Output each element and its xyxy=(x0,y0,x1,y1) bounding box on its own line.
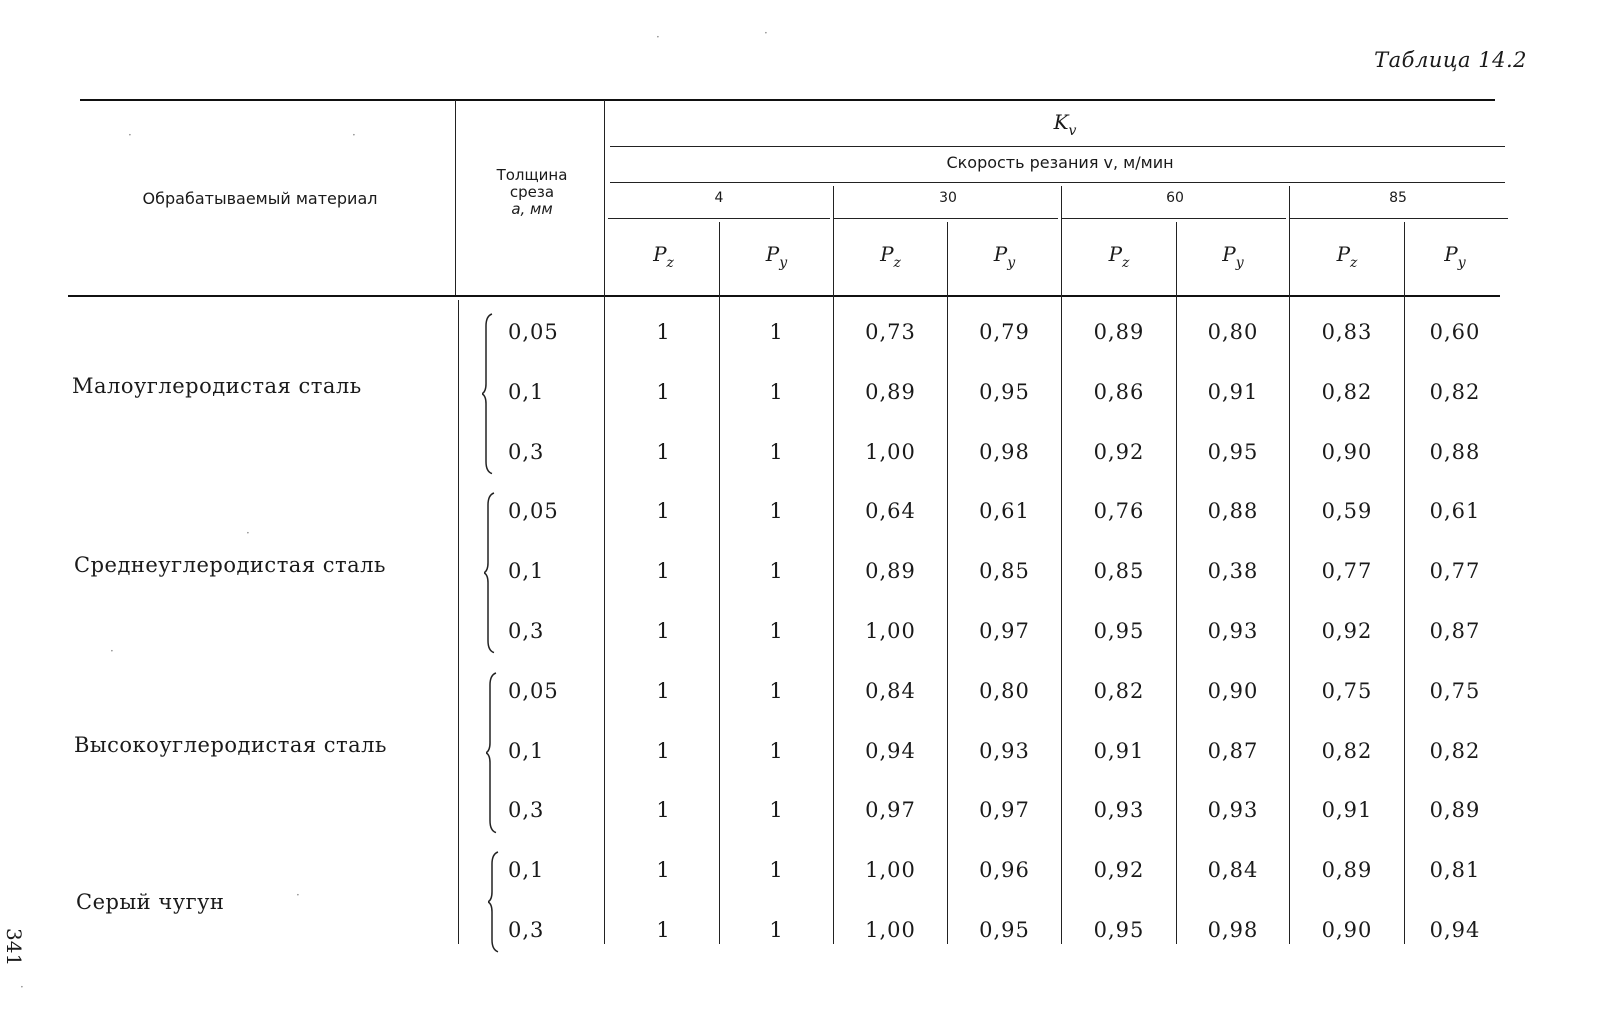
coefficient-cell: 0,95 xyxy=(979,379,1030,404)
coefficient-cell: 0,93 xyxy=(1093,798,1145,823)
header-thickness-line3: a, мм xyxy=(511,200,553,218)
coefficient-cell: 0,93 xyxy=(979,738,1030,763)
coefficient-cell: 0,89 xyxy=(1429,798,1481,823)
table-top-rule xyxy=(80,99,1495,101)
coefficient-cell: 1,00 xyxy=(865,918,916,942)
coefficient-cell: 0,87 xyxy=(1429,619,1481,643)
material-name: Среднеуглеродистая сталь xyxy=(74,553,386,578)
coefficient-cell: 0,95 xyxy=(1093,918,1145,942)
coefficient-cell: 1 xyxy=(769,320,784,344)
coefficient-cell: 0,76 xyxy=(1093,499,1145,524)
coefficient-cell: 0,97 xyxy=(979,798,1030,823)
coefficient-cell: 1 xyxy=(656,798,671,823)
speed-rule-30 xyxy=(834,218,1058,219)
coefficient-cell: 0,85 xyxy=(979,559,1030,584)
coefficient-cell: 0,94 xyxy=(1429,918,1481,942)
force-header-main: P xyxy=(1108,242,1123,266)
speed-label: 60 xyxy=(1166,190,1184,206)
coefficient-cell: 0,88 xyxy=(1207,499,1259,524)
coefficient-cell: 1 xyxy=(769,738,784,763)
coefficient-cell: 0,81 xyxy=(1429,858,1481,883)
kv-rule xyxy=(610,146,1505,147)
coefficient-cell: 0,96 xyxy=(979,858,1030,883)
coefficient-cell: 0,80 xyxy=(1207,320,1259,344)
col-rule-material xyxy=(455,100,456,295)
header-material: Обрабатываемый материал xyxy=(142,189,378,208)
coefficient-cell: 1 xyxy=(769,499,784,524)
coefficient-cell: 0,92 xyxy=(1321,619,1373,643)
force-header-main: P xyxy=(1444,242,1458,266)
speed-title-rule xyxy=(610,182,1505,183)
coefficient-cell: 0,84 xyxy=(865,678,916,703)
force-header-py xyxy=(1177,242,1289,271)
scan-speck: · xyxy=(764,26,768,40)
coefficient-cell: 0,90 xyxy=(1207,678,1259,703)
coefficient-cell: 0,91 xyxy=(1093,738,1145,763)
coefficient-cell: 1 xyxy=(656,499,671,524)
page-number: 341 xyxy=(2,928,26,967)
force-header-sub: y xyxy=(1235,255,1244,271)
coefficient-cell: 1,00 xyxy=(865,858,916,883)
coefficient-cell: 0,97 xyxy=(979,619,1030,643)
speed-label: 4 xyxy=(714,190,724,206)
material-name: Малоуглеродистая сталь xyxy=(72,373,362,398)
coefficient-cell: 0,90 xyxy=(1321,918,1373,942)
force-header-sub: y xyxy=(1457,255,1466,271)
header-kv-sub: v xyxy=(1068,123,1077,139)
force-header-pz xyxy=(1062,242,1176,271)
force-header-main: P xyxy=(1222,242,1236,266)
speed-rule-85 xyxy=(1290,218,1508,219)
coefficient-cell: 1 xyxy=(656,619,671,643)
coefficient-cell: 0,82 xyxy=(1429,379,1481,404)
coefficient-cell: 0,89 xyxy=(1093,320,1145,344)
material-name: Серый чугун xyxy=(76,890,225,915)
thickness-cell: 0,3 xyxy=(508,439,545,464)
force-header-sub: z xyxy=(666,255,674,271)
force-header-py xyxy=(720,242,833,271)
thickness-cell: 0,05 xyxy=(508,320,559,344)
force-header-pz xyxy=(1290,242,1404,271)
coefficient-cell: 1 xyxy=(769,619,784,643)
thickness-cell: 0,3 xyxy=(508,918,545,942)
brace-icon xyxy=(486,671,502,835)
force-header-sub: z xyxy=(893,255,901,271)
force-header-main: P xyxy=(653,242,667,266)
scan-speck: · xyxy=(110,644,114,658)
force-header-pz xyxy=(834,242,947,271)
coefficient-cell: 0,92 xyxy=(1093,439,1145,464)
coefficient-cell: 0,82 xyxy=(1093,678,1145,703)
material-name: Высокоуглеродистая сталь xyxy=(74,732,387,757)
speed-rule-4 xyxy=(608,218,830,219)
coefficient-cell: 1 xyxy=(769,798,784,823)
force-header-sub: z xyxy=(1350,255,1358,271)
coefficient-cell: 0,77 xyxy=(1429,559,1481,584)
header-thickness-line2: среза xyxy=(509,183,555,201)
coefficient-cell: 1,00 xyxy=(865,439,916,464)
thickness-cell: 0,3 xyxy=(508,798,545,823)
coefficient-cell: 1 xyxy=(769,559,784,584)
scan-speck: · xyxy=(352,128,356,142)
coefficient-cell: 1 xyxy=(769,439,784,464)
coefficient-cell: 0,64 xyxy=(865,499,916,524)
coefficient-cell: 1,00 xyxy=(865,619,916,643)
scan-speck: · xyxy=(128,128,132,142)
header-thickness-line1: Толщина xyxy=(496,166,568,184)
coefficient-cell: 0,88 xyxy=(1429,439,1481,464)
coefficient-cell: 0,97 xyxy=(865,798,916,823)
col-rule-thickness xyxy=(604,100,605,944)
coefficient-cell: 0,73 xyxy=(865,320,916,344)
coefficient-cell: 0,85 xyxy=(1093,559,1145,584)
coefficient-cell: 0,87 xyxy=(1207,738,1259,763)
coefficient-cell: 1 xyxy=(656,439,671,464)
force-header-main: P xyxy=(993,242,1008,266)
coefficient-cell: 0,38 xyxy=(1207,559,1259,584)
brace-icon xyxy=(484,491,500,655)
scan-speck: · xyxy=(656,30,660,44)
thickness-cell: 0,1 xyxy=(508,738,545,763)
coefficient-cell: 0,93 xyxy=(1207,798,1259,823)
thickness-cell: 0,05 xyxy=(508,499,559,524)
coefficient-cell: 0,82 xyxy=(1321,738,1373,763)
speed-label: 30 xyxy=(939,190,957,206)
coefficient-cell: 1 xyxy=(769,918,784,942)
brace-icon xyxy=(488,850,504,954)
coefficient-cell: 0,59 xyxy=(1321,499,1373,524)
coefficient-cell: 1 xyxy=(769,379,784,404)
coefficient-cell: 1 xyxy=(769,858,784,883)
thickness-cell: 0,05 xyxy=(508,678,559,703)
coefficient-cell: 0,80 xyxy=(979,678,1030,703)
coefficient-cell: 0,95 xyxy=(1207,439,1259,464)
coefficient-cell: 0,89 xyxy=(865,379,916,404)
header-kv xyxy=(1010,110,1120,139)
coefficient-cell: 1 xyxy=(769,678,784,703)
coefficient-cell: 0,89 xyxy=(865,559,916,584)
coefficient-cell: 0,75 xyxy=(1321,678,1373,703)
coefficient-cell: 0,98 xyxy=(979,439,1030,464)
thickness-cell: 0,1 xyxy=(508,379,545,404)
force-header-main: P xyxy=(880,242,894,266)
coefficient-cell: 0,91 xyxy=(1321,798,1373,823)
col-rule-material-body xyxy=(458,300,459,944)
coefficient-cell: 1 xyxy=(656,858,671,883)
coefficient-cell: 1 xyxy=(656,678,671,703)
coefficient-cell: 0,98 xyxy=(1207,918,1259,942)
force-header-sub: y xyxy=(1007,255,1016,271)
coefficient-cell: 0,61 xyxy=(979,499,1030,524)
coefficient-cell: 1 xyxy=(656,918,671,942)
header-bottom-rule xyxy=(68,295,1500,297)
coefficient-cell: 1 xyxy=(656,559,671,584)
coefficient-cell: 0,89 xyxy=(1321,858,1373,883)
coefficient-cell: 0,84 xyxy=(1207,858,1259,883)
thickness-cell: 0,1 xyxy=(508,559,545,584)
coefficient-cell: 1 xyxy=(656,379,671,404)
force-header-sub: y xyxy=(779,255,788,271)
coefficient-cell: 0,90 xyxy=(1321,439,1373,464)
force-header-main: P xyxy=(1336,242,1351,266)
coefficient-cell: 0,95 xyxy=(979,918,1030,942)
header-kv-main: K xyxy=(1053,110,1069,134)
force-header-sub: z xyxy=(1122,255,1130,271)
force-header-py xyxy=(1405,242,1505,271)
coefficient-cell: 0,61 xyxy=(1429,499,1481,524)
coefficient-cell: 0,75 xyxy=(1429,678,1481,703)
table-caption: Таблица 14.2 xyxy=(1374,48,1527,72)
header-thickness xyxy=(470,167,594,218)
coefficient-cell: 0,95 xyxy=(1093,619,1145,643)
coefficient-cell: 0,92 xyxy=(1093,858,1145,883)
coefficient-cell: 0,60 xyxy=(1429,320,1481,344)
coefficient-cell: 0,82 xyxy=(1429,738,1481,763)
force-header-pz xyxy=(608,242,719,271)
coefficient-cell: 0,77 xyxy=(1321,559,1373,584)
header-speed-title: Скорость резания v, м/мин xyxy=(946,153,1174,172)
scan-speck: · xyxy=(246,526,250,540)
speed-rule-60 xyxy=(1062,218,1286,219)
coefficient-cell: 0,83 xyxy=(1321,320,1373,344)
coefficient-cell: 0,93 xyxy=(1207,619,1259,643)
brace-icon xyxy=(482,312,498,476)
scan-speck: · xyxy=(20,980,24,994)
force-header-main: P xyxy=(765,242,780,266)
force-header-py xyxy=(948,242,1061,271)
coefficient-cell: 0,86 xyxy=(1093,379,1145,404)
coefficient-cell: 1 xyxy=(656,738,671,763)
coefficient-cell: 0,82 xyxy=(1321,379,1373,404)
coefficient-cell: 1 xyxy=(656,320,671,344)
thickness-cell: 0,1 xyxy=(508,858,545,883)
coefficient-cell: 0,91 xyxy=(1207,379,1259,404)
thickness-cell: 0,3 xyxy=(508,619,545,643)
speed-label: 85 xyxy=(1389,190,1407,206)
coefficient-cell: 0,94 xyxy=(865,738,916,763)
coefficient-cell: 0,79 xyxy=(979,320,1030,344)
scan-speck: · xyxy=(296,888,300,902)
